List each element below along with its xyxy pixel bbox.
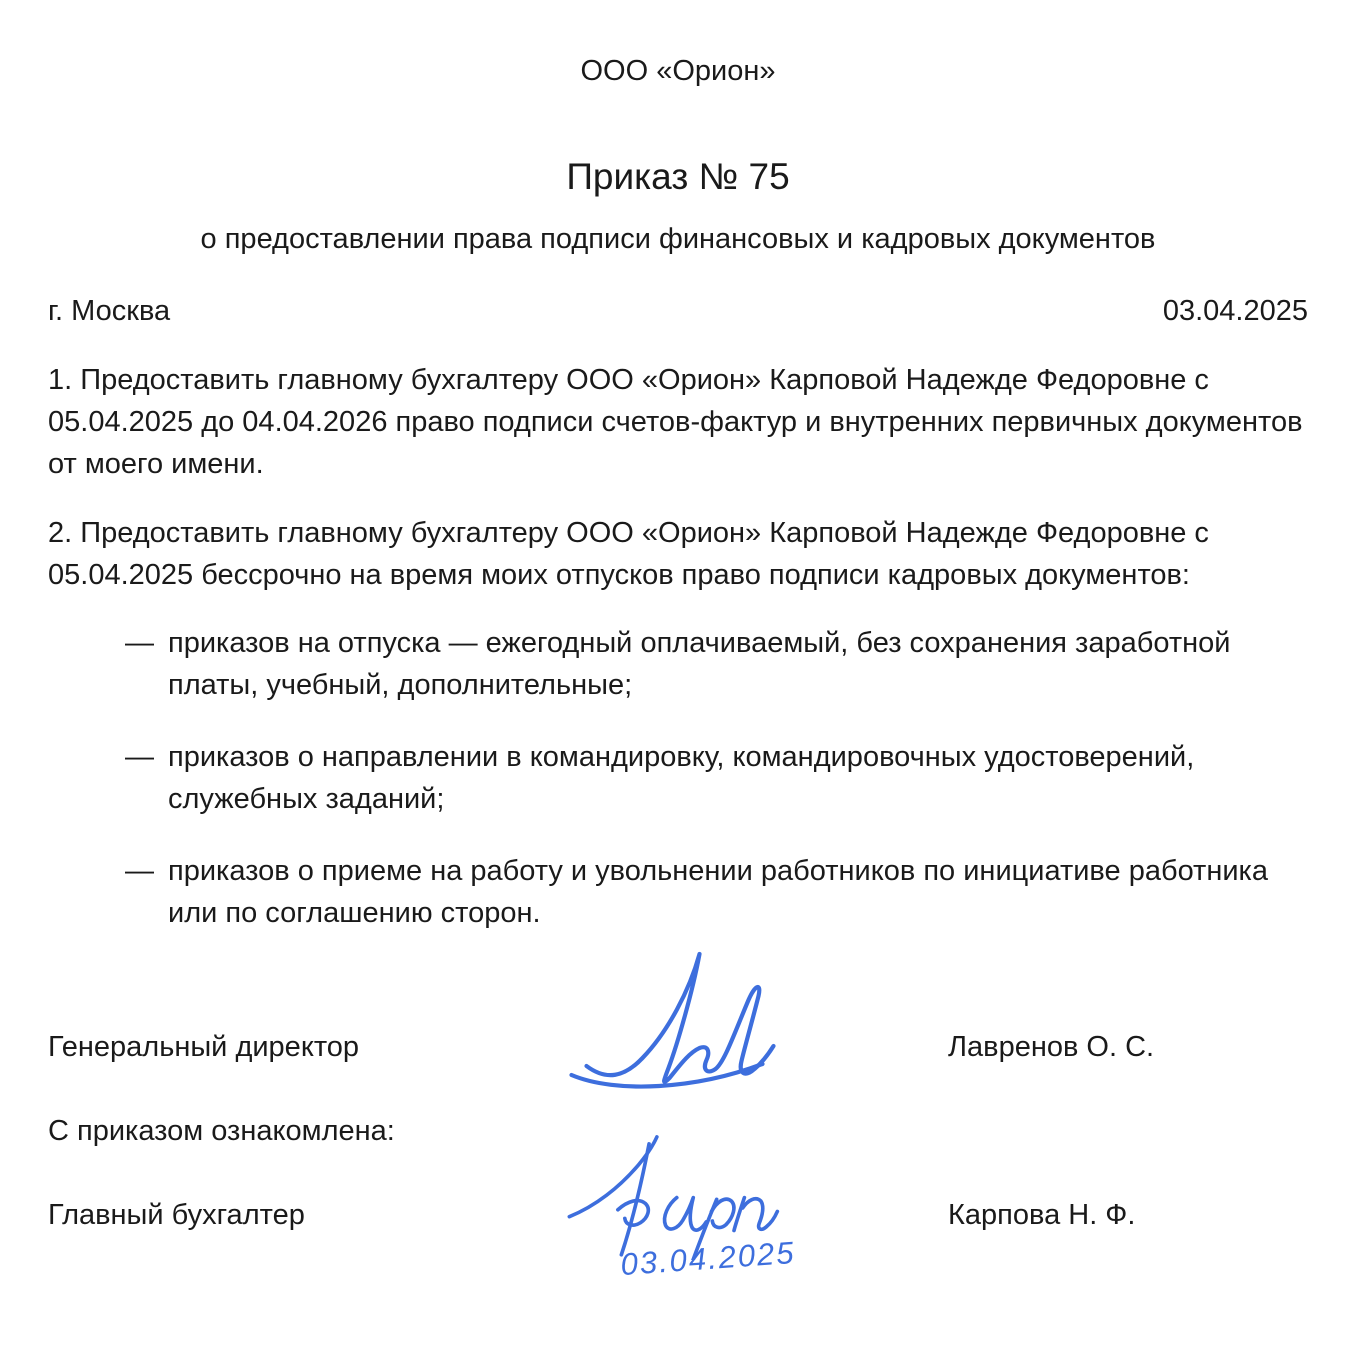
bullet-text: приказов о приеме на работу и увольнении работников по инициативе работника или по соглашению сторон. <box>168 855 1269 929</box>
list-item <box>125 622 1308 706</box>
order-subtitle: о предоставлении права подписи финансовых и кадровых документов <box>200 223 1156 255</box>
city-label: г. Москва <box>48 295 171 327</box>
accountant-title: Главный бухгалтер <box>48 1199 305 1231</box>
list-item <box>125 736 1308 820</box>
bullet-list <box>125 622 1308 934</box>
director-title: Генеральный директор <box>48 1031 360 1063</box>
paragraph-2: 2. Предоставить главному бухгалтеру ООО «Орион» Карповой Надежде Федоровне с 05.04.2025 бессрочно на время моих отпусков право подписи кадровых документов: <box>48 517 1209 591</box>
accountant-signature-area <box>468 1184 948 1283</box>
director-signature-row <box>48 1016 1308 1068</box>
order-title: Приказ № 75 <box>566 156 790 197</box>
dash-marker: — <box>125 741 154 773</box>
company-name: ООО «Орион» <box>580 55 776 87</box>
accountant-signature-row <box>48 1184 1308 1283</box>
paragraph-1: 1. Предоставить главному бухгалтеру ООО «Орион» Карповой Надежде Федоровне с 05.04.2025 до 04.04.2026 право подписи счетов-фактур и внутренних первичных документов от моего имени. <box>48 364 1303 480</box>
bullet-text: приказов на отпуска — ежегодный оплачиваемый, без сохранения заработной платы, учебный, дополнительные; <box>168 627 1231 701</box>
director-name: Лавренов О. С. <box>948 1031 1155 1063</box>
order-date: 03.04.2025 <box>1162 295 1308 327</box>
bullet-text: приказов о направлении в командировку, командировочных удостоверений, служебных заданий; <box>168 741 1195 815</box>
director-signature-ink <box>559 948 789 1098</box>
dash-marker: — <box>125 855 154 887</box>
handwritten-date: 03.04.2025 <box>619 1234 797 1283</box>
acknowledgement-line: С приказом ознакомлена: <box>48 1115 395 1147</box>
list-item <box>125 850 1308 934</box>
accountant-name: Карпова Н. Ф. <box>948 1199 1136 1231</box>
meta-row <box>48 290 1308 332</box>
order-document <box>0 50 1360 1362</box>
dash-marker: — <box>125 627 154 659</box>
director-signature-area <box>468 1016 948 1068</box>
